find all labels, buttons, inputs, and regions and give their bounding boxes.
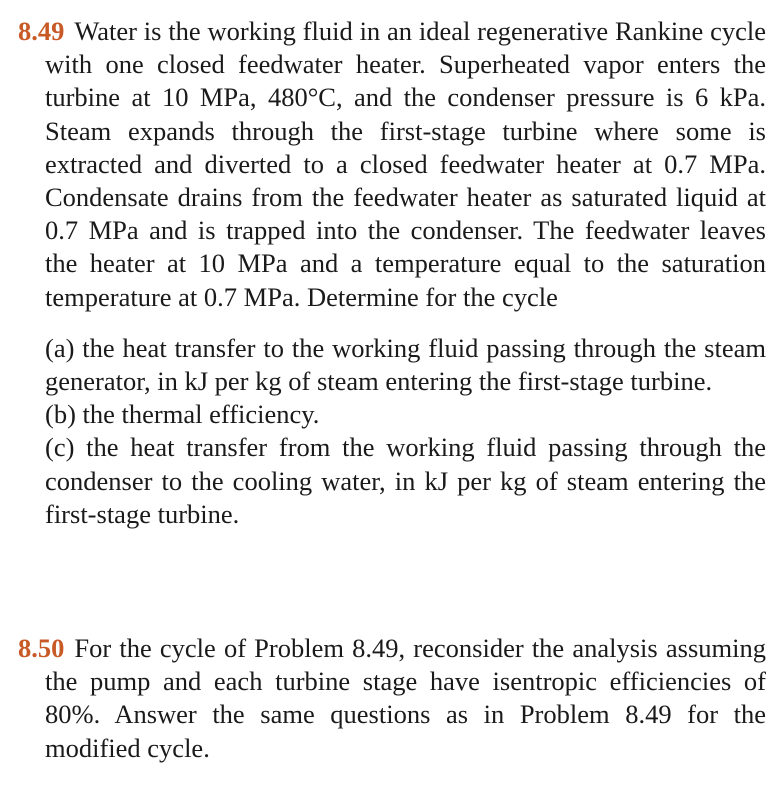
problem-8-49-statement [18,15,766,314]
part-c: (c) the heat transfer from the working fluid passing through the condenser to the cooling water, in kJ per kg of steam entering the first-stage turbine. [45,432,766,529]
problem-number: 8.50 [18,633,65,663]
part-a: (a) the heat transfer to the working fluid passing through the steam generator, in kJ per kg of steam entering the first-stage turbine. [45,332,766,397]
problem-text: Water is the working fluid in an ideal regenerative Rankine cycle with one closed feedwater heater. Superheated vapor enters the turbine at 10 MPa, 480°C, and the condenser pressure is 6 kPa. Steam expands through the first-stage turbine where some is extracted and diverted to a closed feedwater heater at 0.7 MPa. Condensate drains from the feedwater heater as saturated liquid at 0.7 MPa and is trapped into the condenser. The feedwater leaves the heater at 10 MPa and a temperature equal to the saturation temperature at 0.7 MPa. Determine for the cycle [45,16,766,312]
problem-8-50-statement [18,632,766,765]
part-b: (b) the thermal efficiency. [45,399,320,430]
problem-number: 8.49 [18,16,65,46]
problem-8-49-parts [18,332,766,531]
problem-text: For the cycle of Problem 8.49, reconsider the analysis assuming the pump and each turbine stage have isentropic efficiencies of 80%. Answer the same questions as in Problem 8.49 for the modified cycle. [45,633,766,763]
problem-8-50 [18,632,766,765]
problem-8-49 [18,15,766,531]
